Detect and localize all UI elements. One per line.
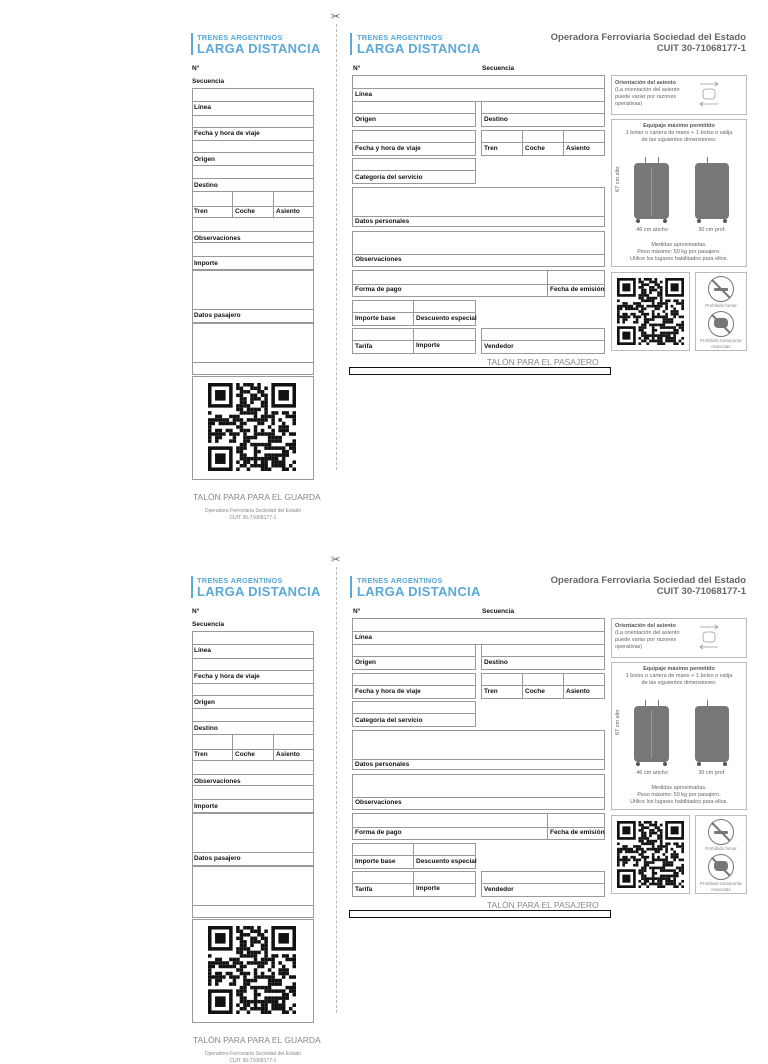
- pass-tarifa-label: Tarifa: [355, 343, 373, 350]
- pass-origen-label: Origen: [355, 116, 376, 123]
- guard-blank-field[interactable]: [192, 323, 314, 375]
- brand-main: LARGA DISTANCIA: [357, 584, 481, 599]
- luggage-width: 46 cm ancho: [636, 770, 668, 776]
- guard-datos-pasajero-label: Datos pasajero: [194, 312, 241, 319]
- guard-footer-line2: CUIT 30-71068177-1: [229, 1058, 277, 1064]
- brand-top: TRENES ARGENTINOS: [357, 33, 443, 42]
- pass-asiento-label: Asiento: [566, 145, 590, 152]
- scissors-icon: ✂: [331, 11, 341, 23]
- luggage-depth: 30 cm prof.: [698, 770, 726, 776]
- pass-forma-pago-label: Forma de pago: [355, 286, 402, 293]
- seat-info-title: Orientación del asiento: [615, 623, 676, 629]
- luggage-height: 67 cm alto: [614, 709, 621, 735]
- luggage-height: 67 cm alto: [614, 166, 621, 192]
- pass-bottom-bar: [349, 367, 611, 375]
- qr-code-icon: [208, 926, 296, 1014]
- pass-origen-label: Origen: [355, 659, 376, 666]
- pass-observaciones-label: Observaciones: [355, 799, 402, 806]
- pass-observaciones-label: Observaciones: [355, 256, 402, 263]
- luggage-line1: 1 bolso o cartera de mano + 1 bolso o valija: [625, 130, 733, 136]
- guard-destino-label: Destino: [194, 725, 218, 732]
- pass-descuento-label: Descuento especial: [416, 858, 477, 865]
- brand-top: TRENES ARGENTINOS: [197, 576, 283, 585]
- pass-importe-label: Importe: [416, 342, 440, 349]
- pass-fecha-label: Fecha y hora de viaje: [355, 688, 421, 695]
- pass-descuento-label: Descuento especial: [416, 315, 477, 322]
- pass-fecha-emision-label: Fecha de emisión: [550, 286, 605, 293]
- no-pets-label1: Prohibido transportar: [699, 338, 743, 343]
- luggage-line2: de las siguientes dimensiones:: [641, 137, 717, 143]
- no-smoking-label: Prohibido fumar: [705, 846, 737, 851]
- pass-categoria-label: Categoría del servicio: [355, 174, 423, 181]
- guard-observaciones-label: Observaciones: [194, 778, 241, 785]
- seat-orientation-icon: [694, 623, 724, 651]
- guard-origen-label: Origen: [194, 156, 215, 163]
- seat-info-body1: (La orientación del asiento: [615, 630, 680, 636]
- guard-blank-field[interactable]: [192, 866, 314, 918]
- no-smoking-icon: [708, 276, 734, 302]
- cut-line: [336, 567, 337, 1013]
- pass-importe-label: Importe: [416, 885, 440, 892]
- guard-secuencia-label: Secuencia: [192, 621, 225, 628]
- pass-bottom-bar: [349, 910, 611, 918]
- pass-coche-label: Coche: [525, 145, 545, 152]
- pass-vendedor-label: Vendedor: [484, 343, 514, 350]
- guard-linea-label: Línea: [194, 104, 211, 111]
- no-pets-label1: Prohibido transportar: [699, 881, 743, 886]
- brand-bar: [191, 576, 193, 598]
- no-smoking-label: Prohibido fumar: [705, 303, 737, 308]
- luggage-line2: de las siguientes dimensiones:: [641, 680, 717, 686]
- pass-fecha-label: Fecha y hora de viaje: [355, 145, 421, 152]
- pass-secuencia-label: Secuencia: [482, 608, 515, 615]
- guard-footer-line1: Operadora Ferroviaria Sociedad del Estado: [204, 508, 302, 514]
- guard-linea-label: Línea: [194, 647, 211, 654]
- pass-destino-label: Destino: [484, 116, 508, 123]
- brand-main: LARGA DISTANCIA: [357, 41, 481, 56]
- pass-vendedor-label: Vendedor: [484, 886, 514, 893]
- brand-bar: [350, 33, 352, 55]
- pass-categoria-label: Categoría del servicio: [355, 717, 423, 724]
- guard-importe-label: Importe: [194, 260, 218, 267]
- operator-cuit: CUIT 30-71068177-1: [656, 586, 746, 597]
- guard-tren-label: Tren: [194, 751, 208, 758]
- guard-secuencia-label: Secuencia: [192, 78, 225, 85]
- qr-code-icon: [617, 821, 684, 888]
- qr-code-icon: [617, 278, 684, 345]
- guard-tren-label: Tren: [194, 208, 208, 215]
- scissors-icon: ✂: [331, 554, 341, 566]
- pass-asiento-label: Asiento: [566, 688, 590, 695]
- pass-coche-label: Coche: [525, 688, 545, 695]
- pass-datos-personales-label: Datos personales: [355, 218, 410, 225]
- seat-info-body3: operativas): [615, 101, 643, 107]
- guard-footer-line2: CUIT 30-71068177-1: [229, 515, 277, 521]
- brand-main: LARGA DISTANCIA: [197, 41, 321, 56]
- cut-line: [336, 24, 337, 470]
- luggage-width: 46 cm ancho: [636, 227, 668, 233]
- operator-name: Operadora Ferroviaria Sociedad del Estado: [550, 32, 746, 43]
- guard-fecha-label: Fecha y hora de viaje: [194, 673, 260, 680]
- guard-coche-label: Coche: [235, 208, 255, 215]
- guard-talon-title: TALÓN PARA PARA EL GUARDA: [193, 492, 321, 502]
- qr-code-icon: [208, 383, 296, 471]
- luggage-note1: Medidas aproximadas.: [651, 242, 707, 248]
- brand-bar: [350, 576, 352, 598]
- no-pets-label2: mascotas: [711, 887, 731, 892]
- seat-info-body1: (La orientación del asiento: [615, 87, 680, 93]
- pass-importe-base-label: Importe base: [355, 315, 396, 322]
- guard-coche-label: Coche: [235, 751, 255, 758]
- seat-info-title: Orientación del asiento: [615, 80, 676, 86]
- brand-main: LARGA DISTANCIA: [197, 584, 321, 599]
- guard-numero-label: N°: [192, 608, 200, 615]
- pass-fecha-emision-label: Fecha de emisión: [550, 829, 605, 836]
- pass-numero-label: N°: [353, 65, 361, 72]
- seat-info-body2: puede variar por razones: [615, 637, 677, 643]
- guard-numero-label: N°: [192, 65, 200, 72]
- guard-footer-line1: Operadora Ferroviaria Sociedad del Estado: [204, 1051, 302, 1057]
- luggage-note3: Utilice los lugares habilitados para ellos.: [630, 799, 728, 805]
- guard-fecha-label: Fecha y hora de viaje: [194, 130, 260, 137]
- pass-linea-label: Línea: [355, 634, 372, 641]
- guard-asiento-label: Asiento: [276, 751, 300, 758]
- guard-observaciones-label: Observaciones: [194, 235, 241, 242]
- guard-asiento-label: Asiento: [276, 208, 300, 215]
- pass-tren-label: Tren: [484, 688, 498, 695]
- luggage-note2: Peso máximo: 50 kg por pasajero.: [637, 792, 721, 798]
- seat-orientation-icon: [694, 80, 724, 108]
- ticket-1: [0, 0, 768, 521]
- brand-bar: [191, 33, 193, 55]
- pass-forma-pago-label: Forma de pago: [355, 829, 402, 836]
- no-smoking-icon: [708, 819, 734, 845]
- pass-datos-personales-label: Datos personales: [355, 761, 410, 768]
- seat-info-body2: puede variar por razones: [615, 94, 677, 100]
- operator-name: Operadora Ferroviaria Sociedad del Estado: [550, 575, 746, 586]
- guard-datos-pasajero-label: Datos pasajero: [194, 855, 241, 862]
- pass-linea-label: Línea: [355, 91, 372, 98]
- guard-destino-label: Destino: [194, 182, 218, 189]
- pass-talon-title: TALÓN PARA EL PASAJERO: [487, 357, 599, 367]
- brand-top: TRENES ARGENTINOS: [197, 33, 283, 42]
- pass-tarifa-label: Tarifa: [355, 886, 373, 893]
- pass-secuencia-label: Secuencia: [482, 65, 515, 72]
- seat-info-body3: operativas): [615, 644, 643, 650]
- luggage-title: Equipaje máximo permitido: [643, 666, 715, 672]
- guard-talon-title: TALÓN PARA PARA EL GUARDA: [193, 1035, 321, 1045]
- ticket-2: [0, 543, 768, 1064]
- no-pets-label2: mascotas: [711, 344, 731, 349]
- luggage-note1: Medidas aproximadas.: [651, 785, 707, 791]
- pass-importe-base-label: Importe base: [355, 858, 396, 865]
- luggage-depth: 30 cm prof.: [698, 227, 726, 233]
- no-pets-icon: [708, 854, 734, 880]
- no-pets-icon: [708, 311, 734, 337]
- operator-cuit: CUIT 30-71068177-1: [656, 43, 746, 54]
- guard-origen-label: Origen: [194, 699, 215, 706]
- luggage-line1: 1 bolso o cartera de mano + 1 bolso o valija: [625, 673, 733, 679]
- luggage-title: Equipaje máximo permitido: [643, 123, 715, 129]
- luggage-note2: Peso máximo: 50 kg por pasajero.: [637, 249, 721, 255]
- pass-numero-label: N°: [353, 608, 361, 615]
- luggage-note3: Utilice los lugares habilitados para ellos.: [630, 256, 728, 262]
- pass-tren-label: Tren: [484, 145, 498, 152]
- guard-importe-label: Importe: [194, 803, 218, 810]
- pass-destino-label: Destino: [484, 659, 508, 666]
- pass-talon-title: TALÓN PARA EL PASAJERO: [487, 900, 599, 910]
- brand-top: TRENES ARGENTINOS: [357, 576, 443, 585]
